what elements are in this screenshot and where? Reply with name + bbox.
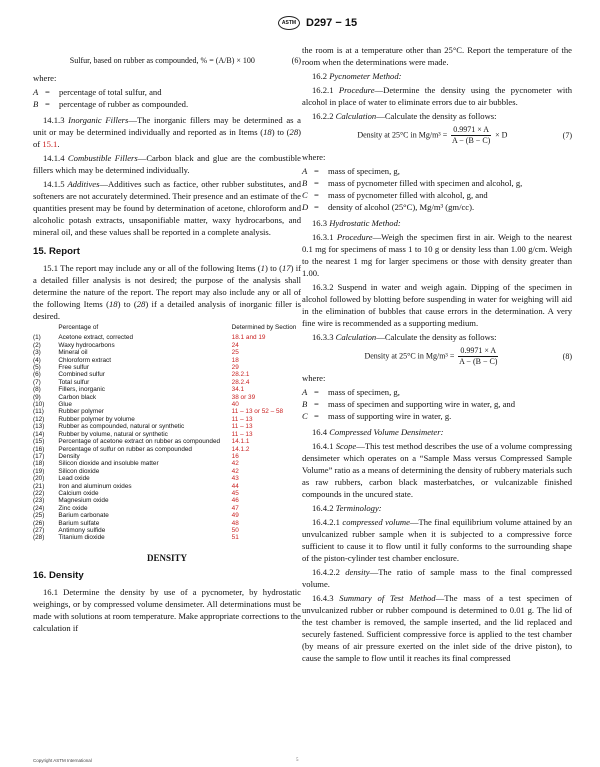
def-symbol: C [302, 411, 308, 421]
para-number: 16.2.1 [312, 85, 334, 95]
paragraph-continued: the room is at a temperature other than 25°C. Report the temperature of the room when the determinations were made. [302, 45, 572, 67]
equation-8-body [302, 346, 563, 367]
item-percentage: Density [58, 452, 80, 460]
item-percentage: Silicon dioxide [58, 467, 100, 475]
item-section[interactable]: 46 [231, 497, 239, 505]
def-text: mass of specimen and supporting wire in water, g, and [328, 399, 516, 409]
def-symbol: B [302, 399, 308, 409]
heading-16-3 [302, 217, 572, 229]
def-text: density of alcohol (25°C), Mg/m³ (gm/cc). [328, 202, 475, 212]
para-number: 16.4.2.2 [312, 567, 340, 577]
item-percentage: Carbon black [58, 393, 97, 401]
para-title: compressed volume [342, 517, 410, 527]
item-section[interactable]: 18 [231, 356, 239, 364]
paragraph-15-1 [33, 262, 301, 322]
def-text: mass of pycnometer filled with specimen and alcohol, g, [328, 178, 523, 188]
table-row [33, 512, 301, 519]
item-number: (25) [33, 512, 45, 520]
logo-text: ASTM [281, 20, 297, 26]
item-section[interactable]: 28.2.4 [231, 378, 250, 386]
table-row [33, 520, 301, 527]
item-ref: 17 [281, 263, 291, 273]
item-number: (5) [33, 364, 41, 372]
item-percentage: Antimony sulfide [58, 526, 106, 534]
para-title: Summary of Test Method [339, 593, 436, 603]
para-text: —Calculate the density as follows: [376, 332, 497, 342]
section-link[interactable]: 15.1 [42, 139, 58, 149]
table-row [33, 527, 301, 534]
table-row [33, 468, 301, 475]
paragraph-16-3-1 [302, 231, 572, 279]
para-text: ) to ( [271, 127, 290, 137]
item-section[interactable]: 11 – 13 [231, 415, 253, 423]
definition [302, 398, 572, 410]
item-number: (11) [33, 408, 44, 416]
item-percentage: Silicon dioxide and insoluble matter [58, 460, 159, 468]
para-text: —The mass of a test specimen of unvulcanized rubber or rubber compound is determined to 0.01 g. The lid of the test chamber is removed, the sample inserted, and the lid replaced and securely fastened. Sufficient compressive force is applied to the test chamber (by means of air pressure exerted on the inlet side of the drive piston), to cause the sample to flow until it reaches its final compressed [302, 593, 572, 663]
def-text: percentage of total sulfur, and [59, 87, 162, 97]
right-column [302, 44, 572, 666]
para-title: Procedure [338, 85, 375, 95]
item-percentage: Percentage of acetone extract on rubber as compounded [58, 438, 221, 446]
definition [302, 201, 572, 213]
item-section[interactable]: 11 – 13 or 52 – 58 [231, 408, 284, 416]
paragraph-16-3-2: 16.3.2 Suspend in water and weigh again. Dipping of the specimen in alcohol followed by blotting before suspending in water for weighing will aid in the elimination of bubbles that cause errors in the determination. A very fine wire is recommended as a supporting medium. [302, 282, 572, 328]
item-percentage: Glue [58, 401, 72, 409]
heading-16-4 [302, 426, 572, 438]
fraction-denominator: A − (B − C) [451, 136, 491, 145]
equation-8 [302, 346, 572, 367]
equation-6-text: Sulfur, based on rubber as compounded, % = (A/B) × 100 [69, 56, 255, 65]
item-percentage: Chloroform extract [58, 356, 111, 364]
left-column [33, 52, 301, 636]
equation-6-number: (6) [291, 56, 301, 65]
item-percentage: Barium carbonate [58, 512, 109, 520]
table-row [33, 408, 301, 415]
item-number: (3) [33, 349, 41, 357]
para-text: ) to ( [264, 263, 282, 273]
section-16-heading: 16. Density [33, 569, 84, 581]
item-section[interactable]: 16 [231, 452, 239, 460]
item-percentage: Zinc oxide [58, 504, 88, 512]
item-percentage: Acetone extract, corrected [58, 334, 134, 342]
def-equals: = [314, 202, 319, 212]
item-section[interactable]: 43 [231, 475, 239, 483]
item-section[interactable]: 38 or 39 [231, 393, 256, 401]
table-header-row [33, 324, 301, 334]
item-percentage: Rubber polymer by volume [58, 415, 135, 423]
col-header-determined: Determined by Section [231, 324, 297, 331]
item-number: (22) [33, 489, 45, 497]
table-row [33, 416, 301, 423]
paragraph-16-4-3 [302, 592, 572, 664]
heading-16-2 [302, 70, 572, 82]
item-number: (7) [33, 378, 41, 386]
item-percentage: Free sulfur [58, 364, 89, 372]
paragraph-14-1-3 [33, 114, 301, 150]
item-number: (27) [33, 526, 45, 534]
item-section[interactable]: 44 [231, 482, 239, 490]
item-number: (15) [33, 438, 45, 446]
item-number: (2) [33, 341, 41, 349]
equation-rhs: × D [495, 130, 508, 140]
table-row [33, 460, 301, 467]
equation-fraction [458, 346, 498, 367]
equation-7-number: (7) [562, 130, 572, 140]
table-row [33, 438, 301, 445]
item-section[interactable]: 24 [231, 341, 239, 349]
item-number: (26) [33, 519, 45, 527]
def-symbol: B [33, 99, 39, 109]
item-number: (24) [33, 504, 45, 512]
item-section[interactable]: 14.1.2 [231, 445, 250, 453]
para-text: . [57, 139, 60, 149]
table-row [33, 453, 301, 460]
item-number: (1) [33, 334, 41, 342]
equation-fraction [451, 125, 491, 146]
item-section[interactable]: 49 [231, 512, 239, 520]
item-percentage: Total sulfur [58, 378, 90, 386]
para-number: 16.4.1 [312, 441, 334, 451]
def-equals: = [314, 399, 319, 409]
item-section[interactable]: 48 [231, 519, 239, 527]
item-number: (28) [33, 534, 45, 542]
item-section[interactable]: 25 [231, 349, 239, 357]
item-number: (9) [33, 393, 41, 401]
def-equals: = [314, 411, 319, 421]
equation-6 [33, 55, 301, 67]
equation-lhs: Density at 25°C in Mg/m³ = [357, 130, 448, 140]
def-symbol: A [33, 87, 39, 97]
para-text: —The final equilibrium volume attained by an unvulcanized rubber sample when it is subjected to a compressive force sufficient to cause it to flow until it fully conforms to the surrounding shape of the piston-cylinder test chamber enclosure. [302, 517, 572, 563]
fraction-numerator: 0.9971 × A [453, 125, 490, 134]
item-number: (4) [33, 356, 41, 364]
item-percentage: Rubber as compounded, natural or synthetic [58, 423, 185, 431]
item-section[interactable]: 47 [231, 504, 239, 512]
def-equals: = [45, 99, 50, 109]
para-title: Pycnometer Method: [329, 71, 402, 81]
table-row [33, 534, 301, 541]
paragraph-16-2-1 [302, 84, 572, 108]
item-ref: 18 [108, 299, 118, 309]
item-section[interactable]: 11 – 13 [231, 423, 253, 431]
para-number: 16.4.2.1 [312, 517, 340, 527]
para-text: 15.1 The report may include any or all of the following Items ( [43, 263, 261, 273]
equation-7-body [302, 125, 563, 146]
item-percentage: Iron and aluminum oxides [58, 482, 132, 490]
para-title: Additives [67, 179, 100, 189]
item-section[interactable]: 14.1.1 [231, 438, 250, 446]
para-number: 14.1.5 [43, 179, 65, 189]
item-percentage: Rubber by volume, natural or synthetic [58, 430, 168, 438]
paragraph-16-1: 16.1 Determine the density by use of a pycnometer, by hydrostatic weighings, or by compressed volume densimeter. All determinations must be made with solutions at room temperature. Make appropriate corrections to the calculation if [33, 586, 301, 633]
table-row [33, 475, 301, 482]
col-header-percentage: Percentage of [58, 324, 99, 331]
table-row [33, 371, 301, 378]
table-row [33, 446, 301, 453]
item-percentage: Titanium dioxide [58, 534, 105, 542]
definitions-7 [302, 165, 572, 213]
def-text: percentage of rubber as compounded. [59, 99, 189, 109]
item-percentage: Magnesium oxide [58, 497, 109, 505]
item-ref: 18 [263, 127, 272, 137]
table-row [33, 505, 301, 512]
def-text: mass of specimen, g, [328, 387, 400, 397]
para-title: Calculation [335, 332, 377, 342]
def-symbol: C [302, 190, 308, 200]
item-number: (20) [33, 475, 45, 483]
table-row [33, 334, 301, 341]
def-equals: = [314, 387, 319, 397]
item-number: (16) [33, 445, 45, 453]
item-section[interactable]: 42 [231, 460, 239, 468]
page-number: 5 [296, 758, 299, 763]
para-text: —Determine the density using the pycnometer with alcohol in place of water to eliminate errors due to air bubbles. [302, 85, 572, 107]
where-label: where: [33, 73, 57, 83]
def-text: mass of specimen, g, [328, 166, 400, 176]
copyright-footer: Copyright ASTM International [33, 758, 92, 763]
para-text: ) if a detailed filler analysis is not desired; the purpose of the analysis shall determine the nature of the report. The report may also include any or all of the following Items ( [33, 263, 301, 309]
para-number: 16.4 [312, 427, 328, 437]
para-text: ) to ( [117, 299, 137, 309]
item-percentage: Waxy hydrocarbons [58, 341, 115, 349]
designation: D297 − 15 [306, 17, 358, 29]
paragraph-16-4-1 [302, 440, 572, 500]
astm-logo-icon [278, 16, 300, 30]
table-row [33, 364, 301, 371]
table-row [33, 401, 301, 408]
para-title: Procedure [336, 232, 373, 242]
table-body [33, 334, 301, 541]
para-text: —Carbon black and glue are the combustible fillers which may be determined individually. [33, 153, 301, 175]
para-text: —Additives such as factice, other rubber substitutes, and softeners are not accurately determined. Their presence and an estimate of the quantities present may be found by determination of acetone, chloroform and alcoholic potash extracts, unsaponifiable matter, waxy hydrocarbons, and mineral oil, and these values shall be reported in a complete analysis. [33, 179, 301, 237]
item-percentage: Percentage of sulfur on rubber as compounded [58, 445, 192, 453]
paragraph-16-3-3 [302, 331, 572, 343]
definition [33, 98, 301, 110]
item-section[interactable]: 29 [231, 364, 239, 372]
heading-16-4-2 [302, 502, 572, 514]
paragraph-16-4-2-2 [302, 566, 572, 590]
definition [33, 86, 301, 98]
para-title: Terminology: [335, 503, 382, 513]
para-number: 14.1.4 [43, 153, 65, 163]
item-percentage: Barium sulfate [58, 519, 100, 527]
para-title: Compressed Volume Densimeter: [329, 427, 444, 437]
para-number: 16.4.2 [312, 503, 334, 513]
table-row [33, 342, 301, 349]
definitions-6 [33, 86, 301, 110]
item-section[interactable]: 34.1 [231, 386, 245, 394]
def-symbol: A [302, 166, 308, 176]
para-title: density [345, 567, 370, 577]
item-percentage: Fillers, inorganic [58, 386, 105, 394]
item-section[interactable]: 28.2.1 [231, 371, 250, 379]
para-text: —Calculate the density as follows: [376, 111, 497, 121]
item-ref: 28 [289, 127, 299, 137]
report-items-table [33, 324, 301, 542]
where-label: where: [302, 152, 326, 162]
item-percentage: Combined sulfur [58, 371, 105, 379]
fraction-denominator: A − (B − C) [459, 357, 498, 366]
col-header-number [33, 324, 58, 334]
table-row [33, 357, 301, 364]
item-section[interactable]: 18.1 and 19 [231, 334, 266, 342]
item-section[interactable]: 40 [231, 401, 239, 409]
def-text: mass of supporting wire in water, g. [328, 411, 452, 421]
header [278, 16, 357, 30]
paragraph-16-4-2-1 [302, 516, 572, 564]
table-row [33, 431, 301, 438]
def-equals: = [314, 190, 319, 200]
definition [302, 386, 572, 398]
para-title: Hydrostatic Method: [329, 218, 401, 228]
para-number: 16.3.3 [312, 332, 334, 342]
table-row [33, 394, 301, 401]
definition [302, 177, 572, 189]
para-number: 14.1.3 [43, 115, 65, 125]
equation-lhs: Density at 25°C in Mg/m³ = [364, 351, 455, 361]
para-text: —The inorganic fillers may be determined as a unit or may be determined individually and reported as in Items ( [33, 115, 301, 137]
table-row [33, 483, 301, 490]
item-ref: 1 [260, 263, 265, 273]
para-text: ) if a detailed analysis of inorganic filler is desired. [33, 299, 301, 321]
item-number: (17) [33, 452, 45, 460]
item-number: (21) [33, 482, 45, 490]
equation-7 [302, 125, 572, 146]
para-number: 16.2.2 [312, 111, 334, 121]
item-section[interactable]: 11 – 13 [231, 430, 253, 438]
def-symbol: A [302, 387, 308, 397]
para-text: ) of [33, 127, 301, 149]
item-number: (23) [33, 497, 45, 505]
para-title: Scope [335, 441, 357, 451]
definitions-8 [302, 386, 572, 422]
para-number: 16.4.3 [312, 593, 334, 603]
table-row [33, 490, 301, 497]
table-row [33, 497, 301, 504]
item-percentage: Rubber polymer [58, 408, 104, 416]
para-title: Combustible Fillers [67, 153, 138, 163]
definition [302, 189, 572, 201]
item-number: (13) [33, 423, 45, 431]
item-section[interactable]: 51 [231, 534, 239, 542]
item-number: (10) [33, 401, 45, 409]
fraction-numerator: 0.9971 × A [460, 346, 497, 355]
definition [302, 165, 572, 177]
density-heading: DENSITY [146, 552, 187, 563]
def-text: mass of pycnometer filled with alcohol, g, and [328, 190, 488, 200]
where-label: where: [302, 373, 326, 383]
paragraph-14-1-5 [33, 178, 301, 238]
item-percentage: Calcium oxide [58, 489, 99, 497]
para-text: —This test method describes the use of a volume compressing densimeter which operates on a “Sample Mass versus Compressed Sample Volume” ratio as a means of determining the density of rubbery materials such as raw rubbers, carbon black masterbatches, or vulcanizable finished compounds in the uncured state. [302, 441, 572, 499]
para-number: 16.3 [312, 218, 328, 228]
definition [302, 410, 572, 422]
para-text: —The ratio of sample mass to the final compressed volume. [302, 567, 572, 589]
item-number: (14) [33, 430, 45, 438]
def-equals: = [45, 87, 50, 97]
item-percentage: Mineral oil [58, 349, 88, 357]
para-text: —Weigh the specimen first in air. Weigh to the nearest 0.1 mg for specimens of mass 1 to 10 g or density less than 1.00 g/cm. Weigh to the nearest 1 mg for larger specimens or those with density greater than 1.00. [302, 232, 572, 278]
item-ref: 28 [136, 299, 146, 309]
equation-8-number: (8) [562, 351, 572, 361]
table-row [33, 386, 301, 393]
def-equals: = [314, 178, 319, 188]
paragraph-14-1-4 [33, 152, 301, 176]
table-row [33, 423, 301, 430]
item-number: (12) [33, 415, 45, 423]
item-percentage: Lead oxide [58, 475, 90, 483]
section-15-heading: 15. Report [33, 246, 80, 257]
item-section[interactable]: 45 [231, 489, 239, 497]
item-number: (18) [33, 460, 45, 468]
para-number: 16.3.1 [312, 232, 334, 242]
table-row [33, 349, 301, 356]
table-row [33, 379, 301, 386]
item-number: (19) [33, 467, 45, 475]
item-section[interactable]: 42 [231, 467, 239, 475]
def-symbol: D [302, 202, 309, 212]
para-title: Calculation [335, 111, 377, 121]
def-equals: = [314, 166, 319, 176]
paragraph-16-2-2 [302, 110, 572, 122]
item-section[interactable]: 50 [231, 526, 239, 534]
def-symbol: B [302, 178, 308, 188]
item-number: (6) [33, 371, 41, 379]
item-number: (8) [33, 386, 41, 394]
para-number: 16.2 [312, 71, 328, 81]
para-title: Inorganic Fillers [68, 115, 129, 125]
